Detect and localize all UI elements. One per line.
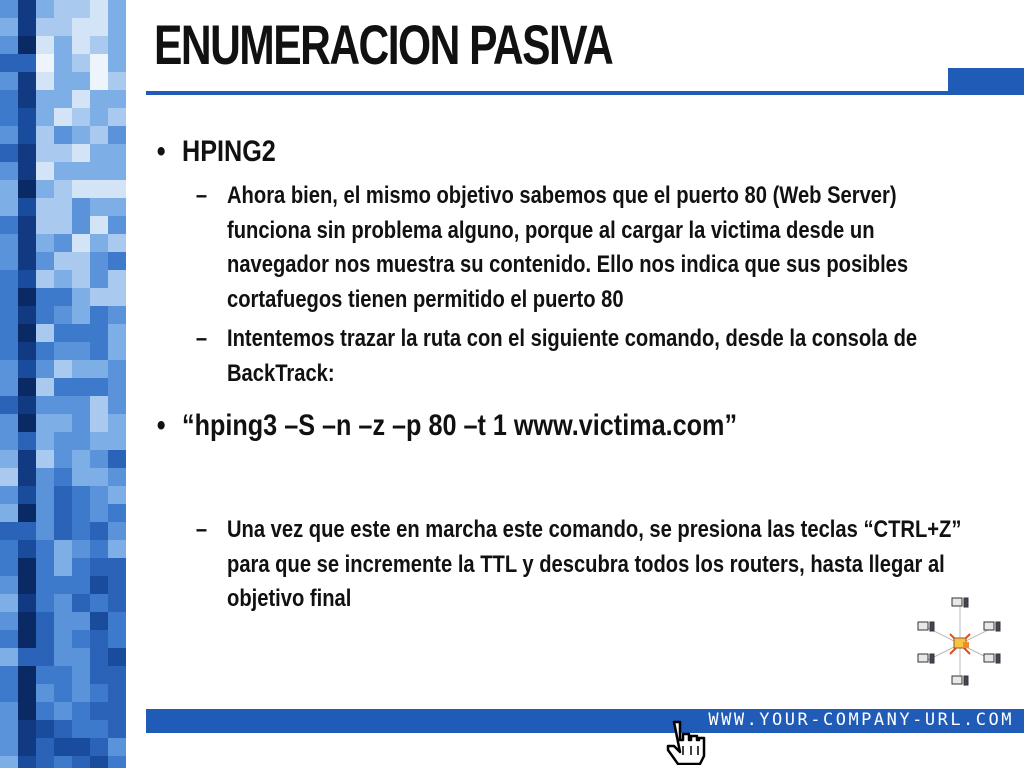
- footer-bar: [146, 709, 1024, 733]
- bullet-hping2: [156, 135, 276, 169]
- blue-pixel-mosaic-icon: [0, 0, 126, 768]
- bullet-marker: •: [156, 135, 166, 168]
- subitem-text: Intentemos trazar la ruta con el siguiente comando, desde la consola de BackTrack:: [227, 325, 918, 387]
- subitem-marker: –: [195, 182, 208, 209]
- hand-cursor-icon: [664, 719, 706, 765]
- title-accent-block: [948, 68, 1024, 95]
- subitem-trace-route: [195, 322, 975, 391]
- bullet-text: HPING2: [182, 135, 276, 168]
- footer-url[interactable]: WWW.YOUR-COMPANY-URL.COM: [708, 710, 1014, 730]
- bullet-marker: •: [156, 409, 166, 442]
- bullet-text: “hping3 –S –n –z –p 80 –t 1 www.victima.com”: [182, 409, 738, 442]
- network-computers-icon: [910, 592, 1010, 692]
- subitem-text: Una vez que este en marcha este comando, se presiona las teclas “CTRL+Z” para que se incremente la TTL y descubra todos los routers, hasta llegar al objetivo final: [227, 516, 962, 612]
- subitem-marker: –: [195, 516, 208, 543]
- subitem-port-80: [195, 179, 975, 317]
- subitem-ctrl-z: [195, 513, 975, 617]
- subitem-text: Ahora bien, el mismo objetivo sabemos que el puerto 80 (Web Server) funciona sin problema alguno, porque al cargar la victima desde un navegador nos muestra su contenido. Ello nos indica que sus posibles cortafuegos tienen permitido el puerto 80: [227, 182, 909, 313]
- bullet-hping3-command: [156, 409, 738, 443]
- subitem-marker: –: [195, 325, 208, 352]
- slide-title: ENUMERACION PASIVA: [154, 13, 613, 76]
- title-underline: [146, 91, 950, 95]
